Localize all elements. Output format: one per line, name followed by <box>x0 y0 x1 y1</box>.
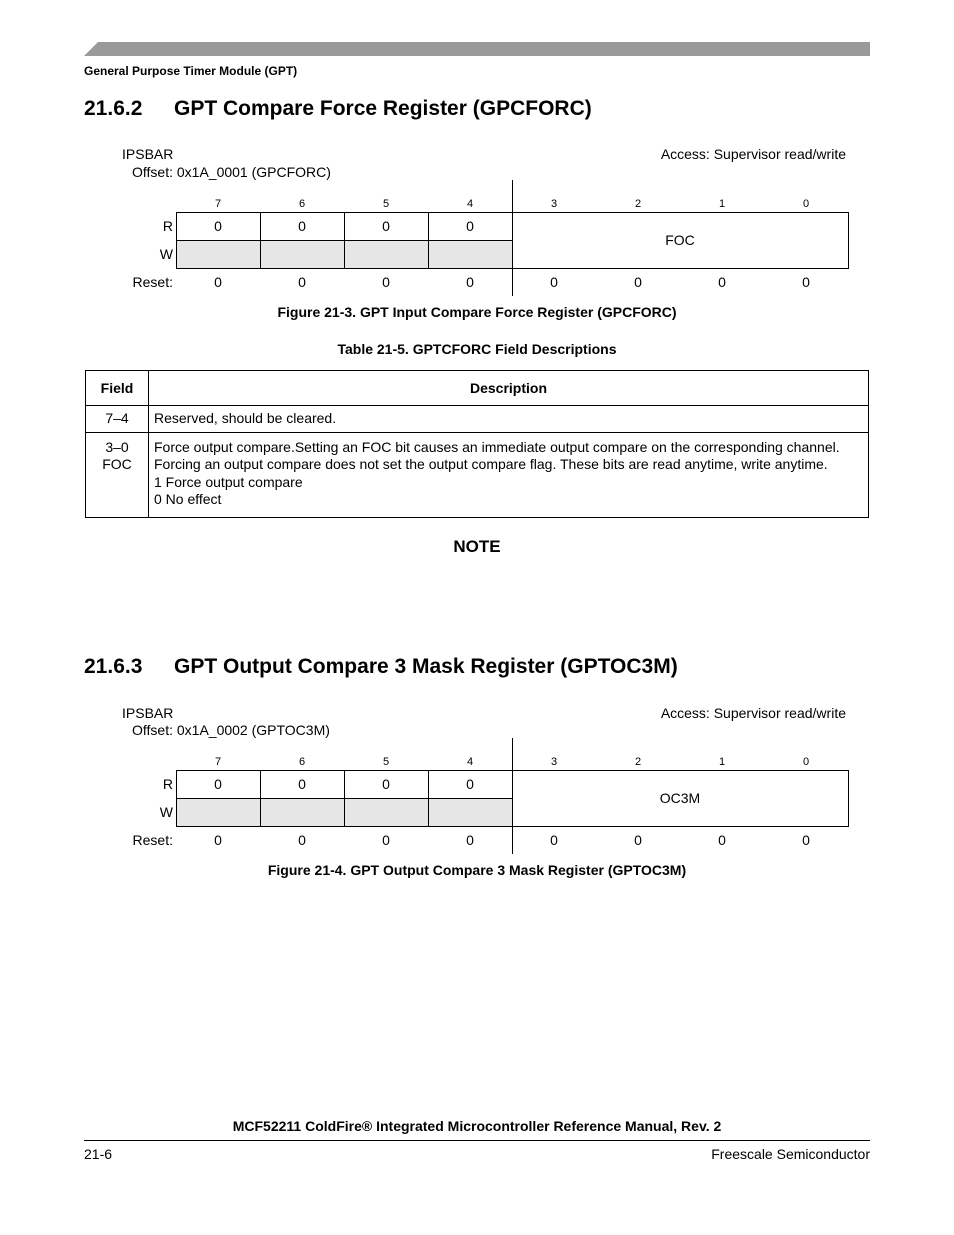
section-title-21-6-2 <box>84 97 592 121</box>
reset-value: 0 <box>634 832 642 848</box>
description-cell: Reserved, should be cleared. <box>149 406 869 433</box>
register-access: Access: Supervisor read/write <box>660 705 846 721</box>
section-heading: GPT Output Compare 3 Mask Register (GPTOC3M) <box>174 655 678 678</box>
bit-number: 0 <box>802 756 810 768</box>
grid-divider <box>344 770 345 826</box>
register-access: Access: Supervisor read/write <box>660 146 846 162</box>
bit-number: 2 <box>634 756 642 768</box>
write-cell-reserved <box>428 798 512 826</box>
write-cell-reserved <box>428 240 512 268</box>
grid-left <box>176 770 177 826</box>
section-number: 21.6.2 <box>84 97 143 120</box>
grid-divider <box>428 770 429 826</box>
read-value: 0 <box>382 776 390 792</box>
reset-value: 0 <box>298 274 306 290</box>
grid-divider <box>260 212 261 268</box>
nibble-separator <box>512 738 513 854</box>
table-header-field: Field <box>86 371 149 406</box>
description-cell: Force output compare.Setting an FOC bit causes an immediate output compare on the corresponding channel. Forcing an output compare does not set the output compare flag. These bits are read anytime, write anytime. 1 Force output compare 0 No effect <box>149 432 869 517</box>
bit-number: 6 <box>298 756 306 768</box>
footer-title: MCF52211 ColdFire® Integrated Microcontroller Reference Manual, Rev. 2 <box>232 1118 722 1134</box>
field-descriptions-table <box>85 370 869 518</box>
reset-value: 0 <box>382 832 390 848</box>
row-label-read: R <box>162 776 173 792</box>
bit-number: 3 <box>550 198 558 210</box>
write-cell-reserved <box>260 798 344 826</box>
field-cell: 7–4 <box>86 406 149 433</box>
section-title-21-6-3 <box>84 655 678 679</box>
row-label-write: W <box>159 246 173 262</box>
page-number: 21-6 <box>84 1146 113 1162</box>
reset-value: 0 <box>466 832 474 848</box>
figure-caption-21-3: Figure 21-3. GPT Input Compare Force Register (GPCFORC) <box>277 304 677 320</box>
reset-value: 0 <box>298 832 306 848</box>
field-name: OC3M <box>659 790 701 806</box>
bit-number: 6 <box>298 198 306 210</box>
write-cell-reserved <box>176 798 260 826</box>
section-heading: GPT Compare Force Register (GPCFORC) <box>174 97 592 120</box>
reset-value: 0 <box>214 832 222 848</box>
bit-number: 4 <box>466 756 474 768</box>
register-base-label: IPSBAR <box>122 705 174 721</box>
bit-number: 5 <box>382 756 390 768</box>
grid-left <box>176 212 177 268</box>
bit-number: 0 <box>802 198 810 210</box>
grid-right <box>848 770 849 827</box>
footer-rule <box>84 1140 870 1141</box>
bit-number: 1 <box>718 756 726 768</box>
bit-number: 4 <box>466 198 474 210</box>
bit-number: 2 <box>634 198 642 210</box>
write-cell-reserved <box>260 240 344 268</box>
row-label-read: R <box>162 218 173 234</box>
read-value: 0 <box>214 218 222 234</box>
register-base-label: IPSBAR <box>122 146 174 162</box>
publisher: Freescale Semiconductor <box>711 1146 870 1162</box>
grid-divider <box>260 770 261 826</box>
reset-value: 0 <box>382 274 390 290</box>
table-row <box>86 432 869 517</box>
nibble-separator <box>512 180 513 296</box>
read-value: 0 <box>466 218 474 234</box>
table-row <box>86 406 869 433</box>
write-cell-reserved <box>344 798 428 826</box>
read-value: 0 <box>298 218 306 234</box>
register-offset: Offset: 0x1A_0002 (GPTOC3M) <box>132 722 330 738</box>
running-header: General Purpose Timer Module (GPT) <box>84 64 298 78</box>
bit-number: 1 <box>718 198 726 210</box>
reset-value: 0 <box>718 274 726 290</box>
row-label-write: W <box>159 804 173 820</box>
note-heading: NOTE <box>453 537 501 556</box>
table-caption: Table 21-5. GPTCFORC Field Descriptions <box>337 341 617 357</box>
write-cell-reserved <box>176 240 260 268</box>
section-number: 21.6.3 <box>84 655 143 678</box>
reset-value: 0 <box>718 832 726 848</box>
bit-number: 3 <box>550 756 558 768</box>
figure-caption-21-4: Figure 21-4. GPT Output Compare 3 Mask Register (GPTOC3M) <box>267 862 687 878</box>
reset-value: 0 <box>466 274 474 290</box>
grid-right <box>848 212 849 269</box>
read-value: 0 <box>382 218 390 234</box>
reset-value: 0 <box>214 274 222 290</box>
reset-value: 0 <box>550 832 558 848</box>
row-label-reset: Reset: <box>132 832 173 848</box>
reset-value: 0 <box>550 274 558 290</box>
reset-value: 0 <box>634 274 642 290</box>
bit-number: 5 <box>382 198 390 210</box>
row-label-reset: Reset: <box>132 274 173 290</box>
reset-value: 0 <box>802 274 810 290</box>
read-value: 0 <box>298 776 306 792</box>
field-name: FOC <box>665 232 695 248</box>
header-bar <box>84 42 870 56</box>
table-header-description: Description <box>149 371 869 406</box>
read-value: 0 <box>214 776 222 792</box>
register-offset: Offset: 0x1A_0001 (GPCFORC) <box>132 164 331 180</box>
write-cell-reserved <box>344 240 428 268</box>
grid-divider <box>344 212 345 268</box>
bit-number: 7 <box>214 198 222 210</box>
field-cell: 3–0 FOC <box>86 432 149 517</box>
grid-divider <box>428 212 429 268</box>
read-value: 0 <box>466 776 474 792</box>
reset-value: 0 <box>802 832 810 848</box>
bit-number: 7 <box>214 756 222 768</box>
